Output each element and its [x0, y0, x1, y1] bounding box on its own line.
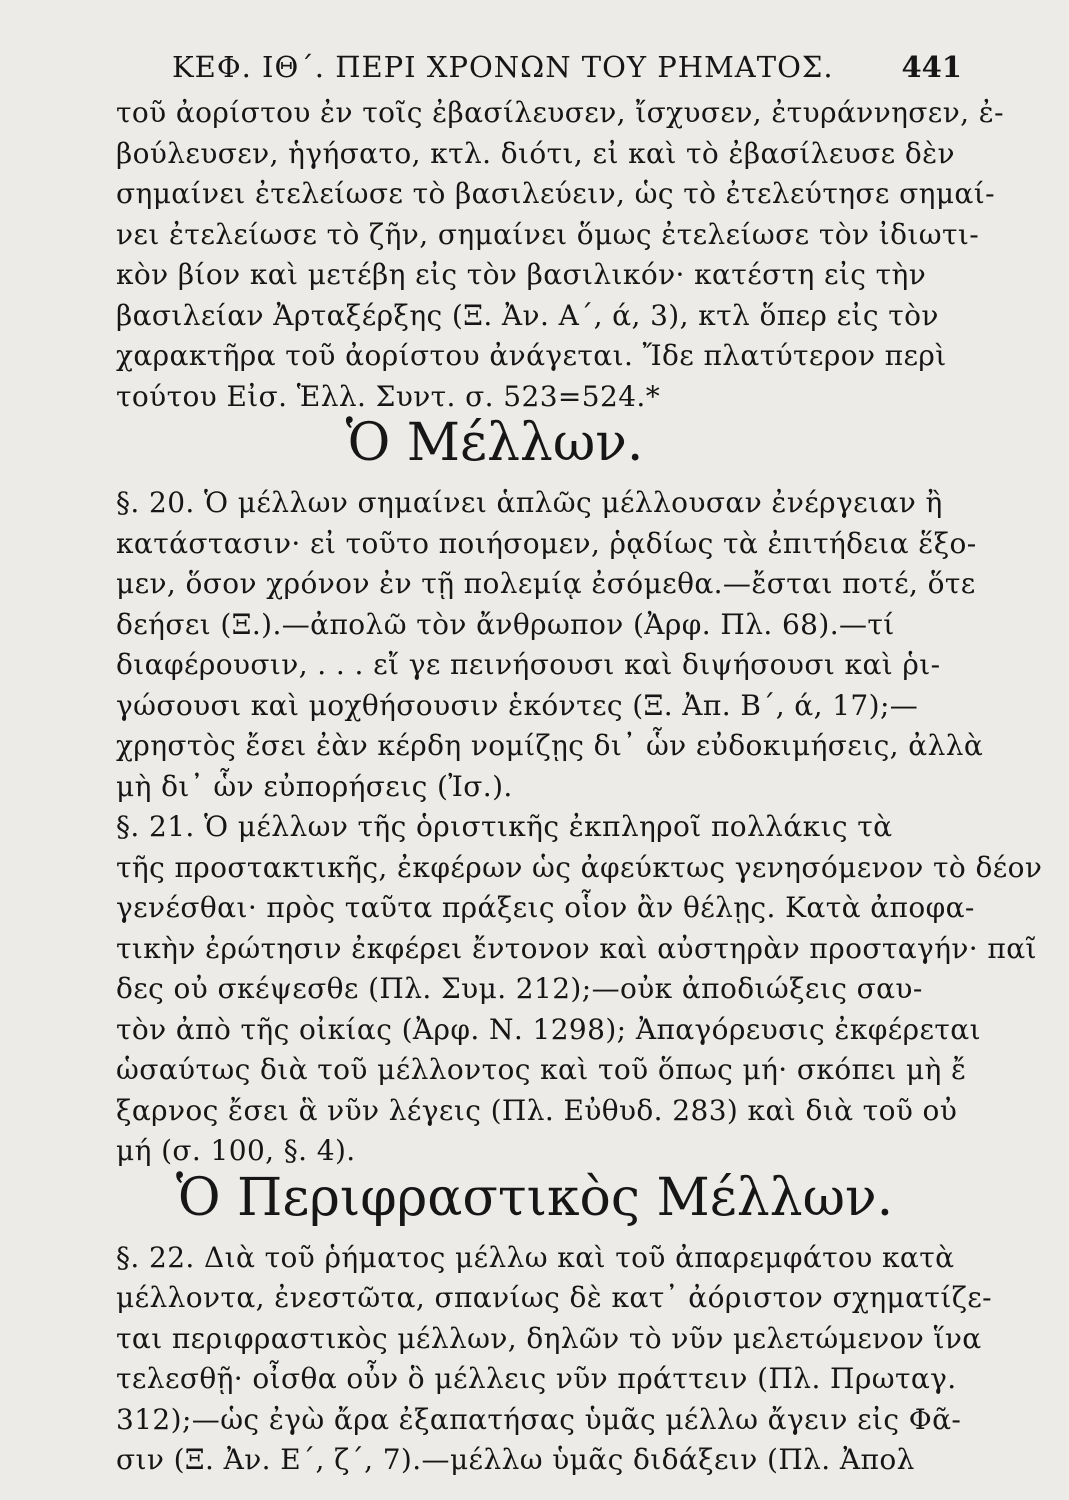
text-line: §. 21. Ὁ μέλλων τῆς ὁριστικῆς ἐκπληροῖ πολλάκις τὰ [116, 810, 893, 843]
text-line: νει ἐτελείωσε τὸ ζῆν, σημαίνει ὅμως ἐτελείωσε τὸν ἰδιωτι- [116, 217, 980, 251]
text-line: ξαρνος ἔσει ἃ νῦν λέγεις (Πλ. Εὐθυδ. 283) καὶ διὰ τοῦ οὐ [116, 1093, 958, 1127]
text-line: 312);—ὡς ἐγὼ ἄρα ἐξαπατήσας ὑμᾶς μέλλω ἄγειν εἰς Φᾶ- [116, 1402, 962, 1436]
section-heading-periphrastic: Ὁ Περιφραστικὸς Μέλλων. [175, 1167, 894, 1228]
text-line: τούτου Εἰσ. Ἑλλ. Συντ. σ. 523=524.* [116, 379, 661, 413]
chapter-title: ΚΕΦ. ΙΘ΄. ΠΕΡΙ ΧΡΟΝΩΝ ΤΟΥ ΡΗΜΑΤΟΣ. [172, 50, 834, 84]
text-line: μή (σ. 100, §. 4). [116, 1134, 356, 1167]
text-line: διαφέρουσιν, . . . εἴ γε πεινήσουσι καὶ διψήσουσι καὶ ῥι- [116, 648, 941, 681]
text-line: δες οὐ σκέψεσθε (Πλ. Συμ. 212);—οὐκ ἀποδιώξεις σαυ- [116, 972, 923, 1005]
text-line: τικὴν ἐρώτησιν ἐκφέρει ἔντονον καὶ αὐστηρὰν προσταγήν· παῖ [116, 931, 1037, 965]
text-line: ται περιφραστικὸς μέλλων, δηλῶν τὸ νῦν μελετώμενον ἵνα [116, 1321, 982, 1355]
text-line: τελεσθῇ· οἶσθα οὖν ὃ μέλλεις νῦν πράττειν (Πλ. Πρωταγ. [116, 1362, 957, 1395]
text-line: μὴ δι᾽ ὧν εὐπορήσεις (Ἰσ.). [116, 769, 513, 803]
text-line: βούλευσεν, ἡγήσατο, κτλ. διότι, εἰ καὶ τὸ ἐβασίλευσε δὲν [116, 136, 955, 170]
text-line: μέλλοντα, ἐνεστῶτα, σπανίως δὲ κατ᾽ ἀόριστον σχηματίζε- [116, 1281, 993, 1314]
text-line: τῆς προστακτικῆς, ἐκφέρων ὡς ἀφεύκτως γενησόμενον τὸ δέον [116, 850, 1043, 884]
text-line: §. 22. Διὰ τοῦ ῥήματος μέλλω καὶ τοῦ ἀπαρεμφάτου κατὰ [116, 1240, 955, 1274]
text-line: τὸν ἀπὸ τῆς οἰκίας (Ἀρφ. Ν. 1298); Ἀπαγόρευσις ἐκφέρεται [116, 1012, 981, 1046]
text-line: βασιλείαν Ἀρταξέρξης (Ξ. Ἀν. Α΄, ά, 3), κτλ ὅπερ εἰς τὸν [116, 298, 939, 332]
text-line: τοῦ ἀορίστου ἐν τοῖς ἐβασίλευσεν, ἴσχυσεν, ἐτυράννησεν, ἐ- [116, 96, 1005, 129]
text-line: ὡσαύτως διὰ τοῦ μέλλοντος καὶ τοῦ ὅπως μή· σκόπει μὴ ἔ [116, 1053, 967, 1086]
text-line: δεήσει (Ξ.).—ἀπολῶ τὸν ἄνθρωπον (Ἀρφ. Πλ. 68).—τί [116, 607, 895, 641]
text-line: μεν, ὅσον χρόνον ἐν τῇ πολεμίᾳ ἐσόμεθα.—ἔσται ποτέ, ὅτε [116, 567, 976, 600]
text-line: γενέσθαι· πρὸς ταῦτα πράξεις οἷον ἂν θέλῃς. Κατὰ ἀποφα- [116, 891, 975, 924]
text-line: §. 20. Ὁ μέλλων σημαίνει ἁπλῶς μέλλουσαν ἐνέργειαν ἢ [116, 486, 943, 519]
text-line: χρηστὸς ἔσει ἐὰν κέρδη νομίζῃς δι᾽ ὧν εὐδοκιμήσεις, ἀλλὰ [116, 729, 984, 762]
running-head [172, 46, 962, 90]
text-line: χαρακτῆρα τοῦ ἀορίστου ἀνάγεται. Ἴδε πλατύτερον περὶ [116, 339, 947, 372]
text-line: σιν (Ξ. Ἀν. Ε΄, ζ΄, 7).—μέλλω ὑμᾶς διδάξειν (Πλ. Ἀπολ [116, 1443, 915, 1476]
text-line: σημαίνει ἐτελείωσε τὸ βασιλεύειν, ὡς τὸ ἐτελεύτησε σημαί- [116, 177, 995, 210]
text-line: κὸν βίον καὶ μετέβη εἰς τὸν βασιλικόν· κατέστη εἰς τὴν [116, 258, 927, 291]
text-line: κατάστασιν· εἰ τοῦτο ποιήσομεν, ῥᾳδίως τὰ ἐπιτήδεια ἕξο- [116, 526, 977, 560]
text-line: γώσουσι καὶ μοχθήσουσιν ἑκόντες (Ξ. Ἀπ. Β΄, ά, 17);— [116, 688, 919, 722]
section-heading-mellon: Ὁ Μέλλων. [345, 413, 644, 473]
page-number: 441 [901, 50, 962, 84]
